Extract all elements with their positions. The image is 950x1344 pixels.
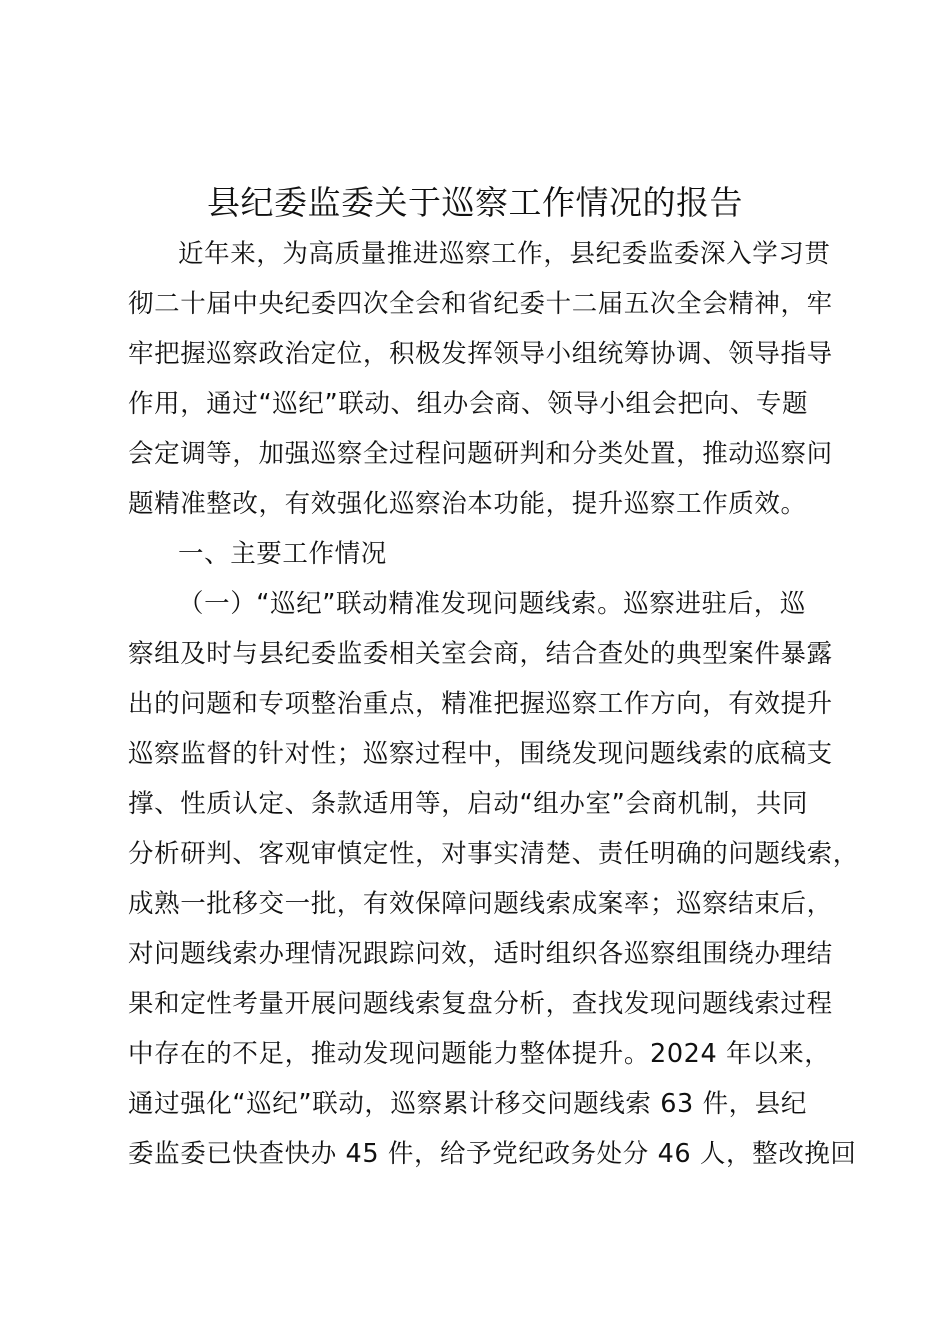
- paragraph-line: 中存在的不足，推动发现问题能力整体提升。2024 年以来，: [128, 1039, 831, 1069]
- paragraph-line: 察组及时与县纪委监委相关室会商，结合查处的典型案件暴露: [128, 639, 833, 669]
- paragraph-line: 彻二十届中央纪委四次全会和省纪委十二届五次全会精神，牢: [128, 289, 833, 319]
- paragraph-line: 果和定性考量开展问题线索复盘分析，查找发现问题线索过程: [128, 989, 833, 1019]
- paragraph-line: 对问题线索办理情况跟踪问效，适时组织各巡察组围绕办理结: [128, 939, 833, 969]
- section-heading: 一、主要工作情况: [178, 539, 387, 569]
- paragraph-line: 近年来，为高质量推进巡察工作，县纪委监委深入学习贯: [178, 239, 831, 269]
- document-title: 县纪委监委关于巡察工作情况的报告: [207, 183, 743, 222]
- paragraph-line: 委监委已快查快办 45 件，给予党纪政务处分 46 人，整改挽回: [128, 1139, 857, 1169]
- paragraph-line: 巡察监督的针对性；巡察过程中，围绕发现问题线索的底稿支: [128, 739, 833, 769]
- paragraph-line: 题精准整改，有效强化巡察治本功能，提升巡察工作质效。: [128, 489, 807, 519]
- paragraph-line: 作用，通过“巡纪”联动、组办会商、领导小组会把向、专题: [128, 389, 809, 419]
- paragraph-line: （一）“巡纪”联动精准发现问题线索。巡察进驻后，巡: [178, 589, 806, 619]
- paragraph-line: 出的问题和专项整治重点，精准把握巡察工作方向，有效提升: [128, 689, 833, 719]
- paragraph-line: 通过强化“巡纪”联动，巡察累计移交问题线索 63 件，县纪: [128, 1089, 807, 1119]
- paragraph-line: 牢把握巡察政治定位，积极发挥领导小组统筹协调、领导指导: [128, 339, 833, 369]
- paragraph-line: 会定调等，加强巡察全过程问题研判和分类处置，推动巡察问: [128, 439, 833, 469]
- paragraph-line: 撑、性质认定、条款适用等，启动“组办室”会商机制，共同: [128, 789, 809, 819]
- paragraph-line: 分析研判、客观审慎定性，对事实清楚、责任明确的问题线索，: [128, 839, 859, 869]
- paragraph-line: 成熟一批移交一批，有效保障问题线索成案率；巡察结束后，: [128, 889, 833, 919]
